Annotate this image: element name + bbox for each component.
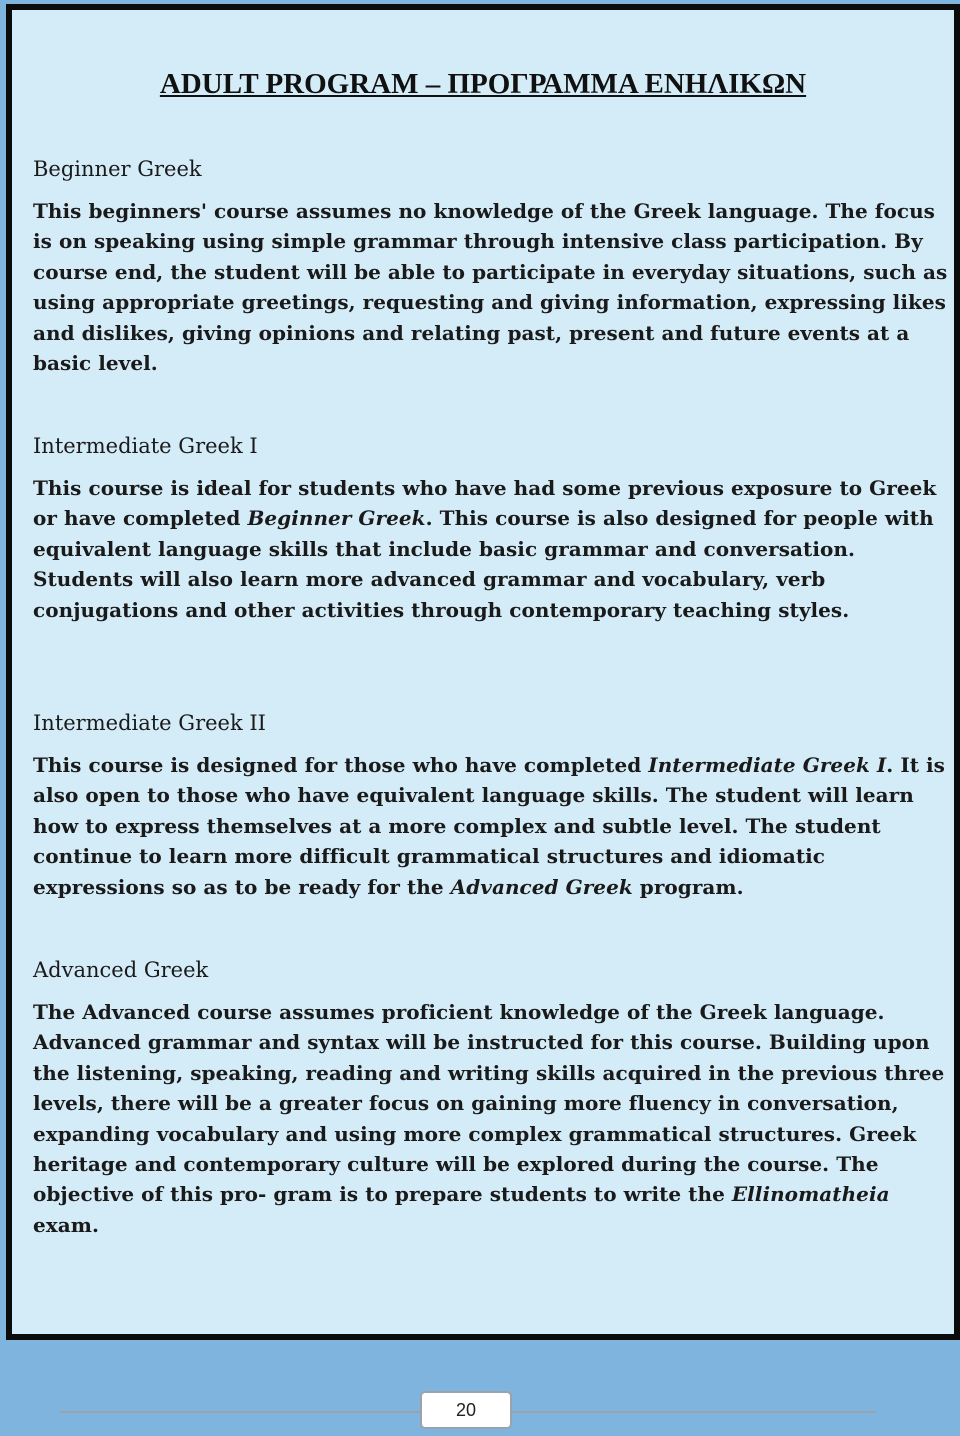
section-heading: Advanced Greek	[33, 958, 209, 982]
exam-name-emphasis: Ellinomatheia	[731, 1182, 890, 1207]
section-heading: Beginner Greek	[33, 157, 202, 181]
body-text: The Advanced course assumes proficient knowledge of the Greek language. Advanced grammar and syntax will be instructed for this course. Building upon the listening, speaking, reading and writing skills acquired in the previous three levels, there will be a greater focus on gaining more fluency in conversation, expanding vocabulary and using more complex grammatical structures. Greek heritage and contemporary culture will be explored during the course. The objective of this pro- gram is to prepare students to write the	[33, 1000, 945, 1207]
section-body	[33, 750, 948, 902]
course-name-emphasis: Intermediate Greek I	[648, 753, 887, 777]
section-heading: Intermediate Greek I	[33, 434, 258, 458]
footer-divider-left	[60, 1411, 422, 1413]
section-beginner-greek	[33, 154, 948, 378]
body-text: . It is also open to those who have equivalent language skills. The student will learn how to express themselves at a more complex and subtle level. The student continue to learn more difficult grammatical structures and idiomatic expressions so as to be ready for the	[33, 753, 945, 899]
section-body: This beginners' course assumes no knowledge of the Greek language. The focus is on speaking using simple grammar through intensive class participation. By course end, the student will be able to participate in everyday situations, such as using appropriate greetings, requesting and giving information, expressing likes and dislikes, giving opinions and relating past, present and future events at a basic level.	[33, 199, 948, 376]
page-title: ADULT PROGRAM – ΠΡΟΓΡΑΜΜΑ ΕΝΗΛΙΚΩΝ	[159, 68, 807, 100]
section-advanced-greek	[33, 955, 948, 1240]
body-text: This course is designed for those who have completed	[33, 753, 649, 777]
course-name-emphasis: Advanced Greek	[450, 874, 633, 899]
content-panel	[6, 4, 960, 1340]
body-text: . This course is also designed for people with equivalent language skills that include basic grammar and conversation. Students will also learn more advanced grammar and vocabulary, verb conjugations and other activities through contemporary teaching styles.	[33, 506, 934, 622]
section-intermediate-greek-i	[33, 431, 948, 625]
section-body	[33, 473, 948, 625]
section-body	[33, 997, 948, 1240]
section-heading: Intermediate Greek II	[33, 711, 266, 735]
course-name-emphasis: Beginner Greek	[247, 506, 426, 531]
body-text: program.	[632, 874, 744, 899]
body-text: exam.	[33, 1212, 99, 1237]
body-text: This course is ideal for students who have had some previous exposure to Greek or have completed	[33, 476, 937, 531]
footer-divider-right	[510, 1411, 876, 1413]
section-intermediate-greek-ii	[33, 708, 948, 902]
page-number: 20	[420, 1391, 512, 1429]
